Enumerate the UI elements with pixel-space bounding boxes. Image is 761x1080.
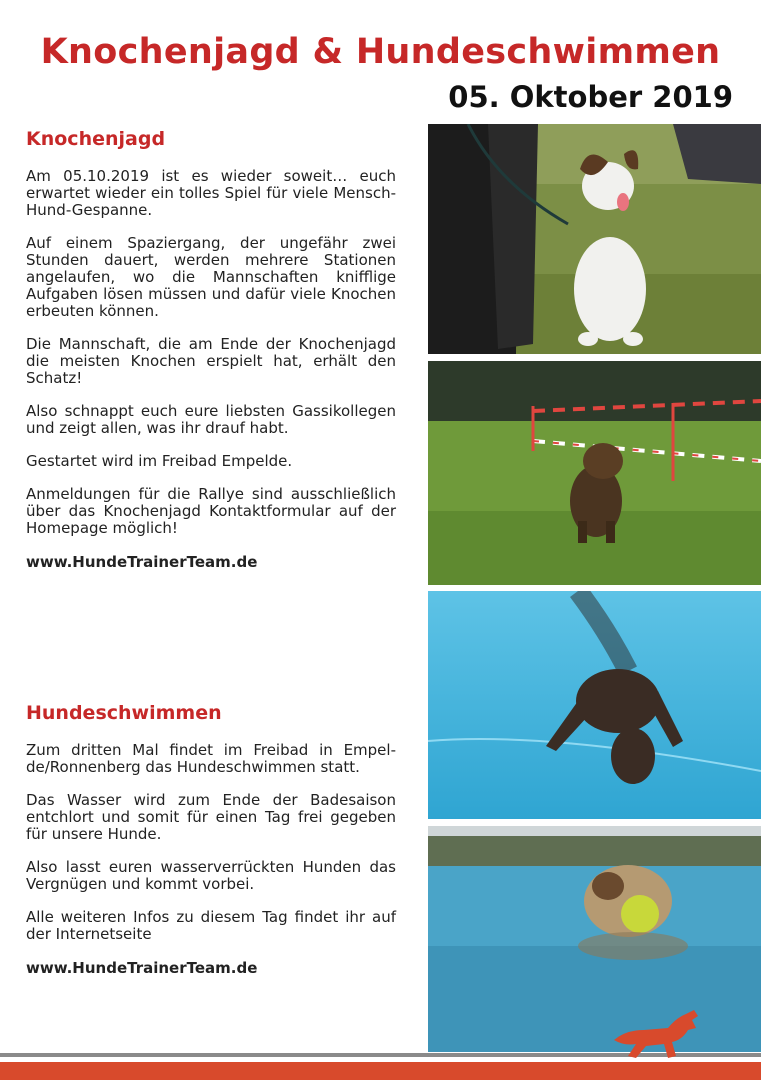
paragraph: Gestartet wird im Freibad Empelde.: [26, 452, 293, 470]
dog-diving-underwater-photo: [428, 591, 761, 819]
section-knochenjagd: [26, 128, 396, 571]
paragraph: Zum dritten Mal findet im Freibad in Empelde/Ronnenberg das Hundeschwimmen statt.: [26, 741, 396, 776]
paragraph: Am 05.10.2019 ist es wieder soweit… euch erwartet wieder ein tolles Spiel für viele Mensch-Hund-Gespanne.: [26, 167, 396, 219]
paragraph: Das Wasser wird zum Ende der Badesaison entchlort und somit für einen Tag frei gegeben für unsere Hunde.: [26, 791, 396, 843]
running-dog-logo-icon: [606, 1000, 706, 1064]
website-link[interactable]: www.HundeTrainerTeam.de: [26, 553, 258, 571]
paragraph: Alle weiteren Infos zu diesem Tag findet ihr auf der Internetseite: [26, 908, 396, 943]
section-hundeschwimmen: [26, 702, 396, 977]
dog-running-on-field-photo: [428, 361, 761, 585]
footer-bar: [0, 1062, 761, 1080]
paragraph: Also lasst euren wasserverrückten Hunden das Vergnügen und kommt vorbei.: [26, 858, 396, 893]
section-heading-hundeschwimmen: Hundeschwimmen: [26, 702, 222, 724]
page-title: Knochenjagd & Hundeschwimmen: [40, 32, 721, 72]
paragraph: Die Mannschaft, die am Ende der Knochenjagd die meisten Knochen erspielt hat, erhält den Schatz!: [26, 335, 396, 387]
dog-sitting-on-grass-photo: [428, 124, 761, 354]
section-heading-knochenjagd: Knochenjagd: [26, 128, 166, 150]
dog-swimming-with-ball-photo: [428, 826, 761, 1052]
paragraph: Also schnappt euch eure liebsten Gassikollegen und zeigt allen, was ihr drauf habt.: [26, 402, 396, 437]
event-date: 05. Oktober 2019: [448, 80, 733, 114]
website-link[interactable]: www.HundeTrainerTeam.de: [26, 959, 258, 977]
paragraph: Anmeldungen für die Rallye sind ausschließlich über das Knochenjagd Kontaktformular auf der Homepage möglich!: [26, 485, 396, 537]
paragraph: Auf einem Spaziergang, der ungefähr zwei Stunden dauert, werden mehrere Stationen angelaufen, wo die Mannschaften knifflige Aufgaben lösen müssen und dafür viele Knochen erbeuten können.: [26, 234, 396, 320]
